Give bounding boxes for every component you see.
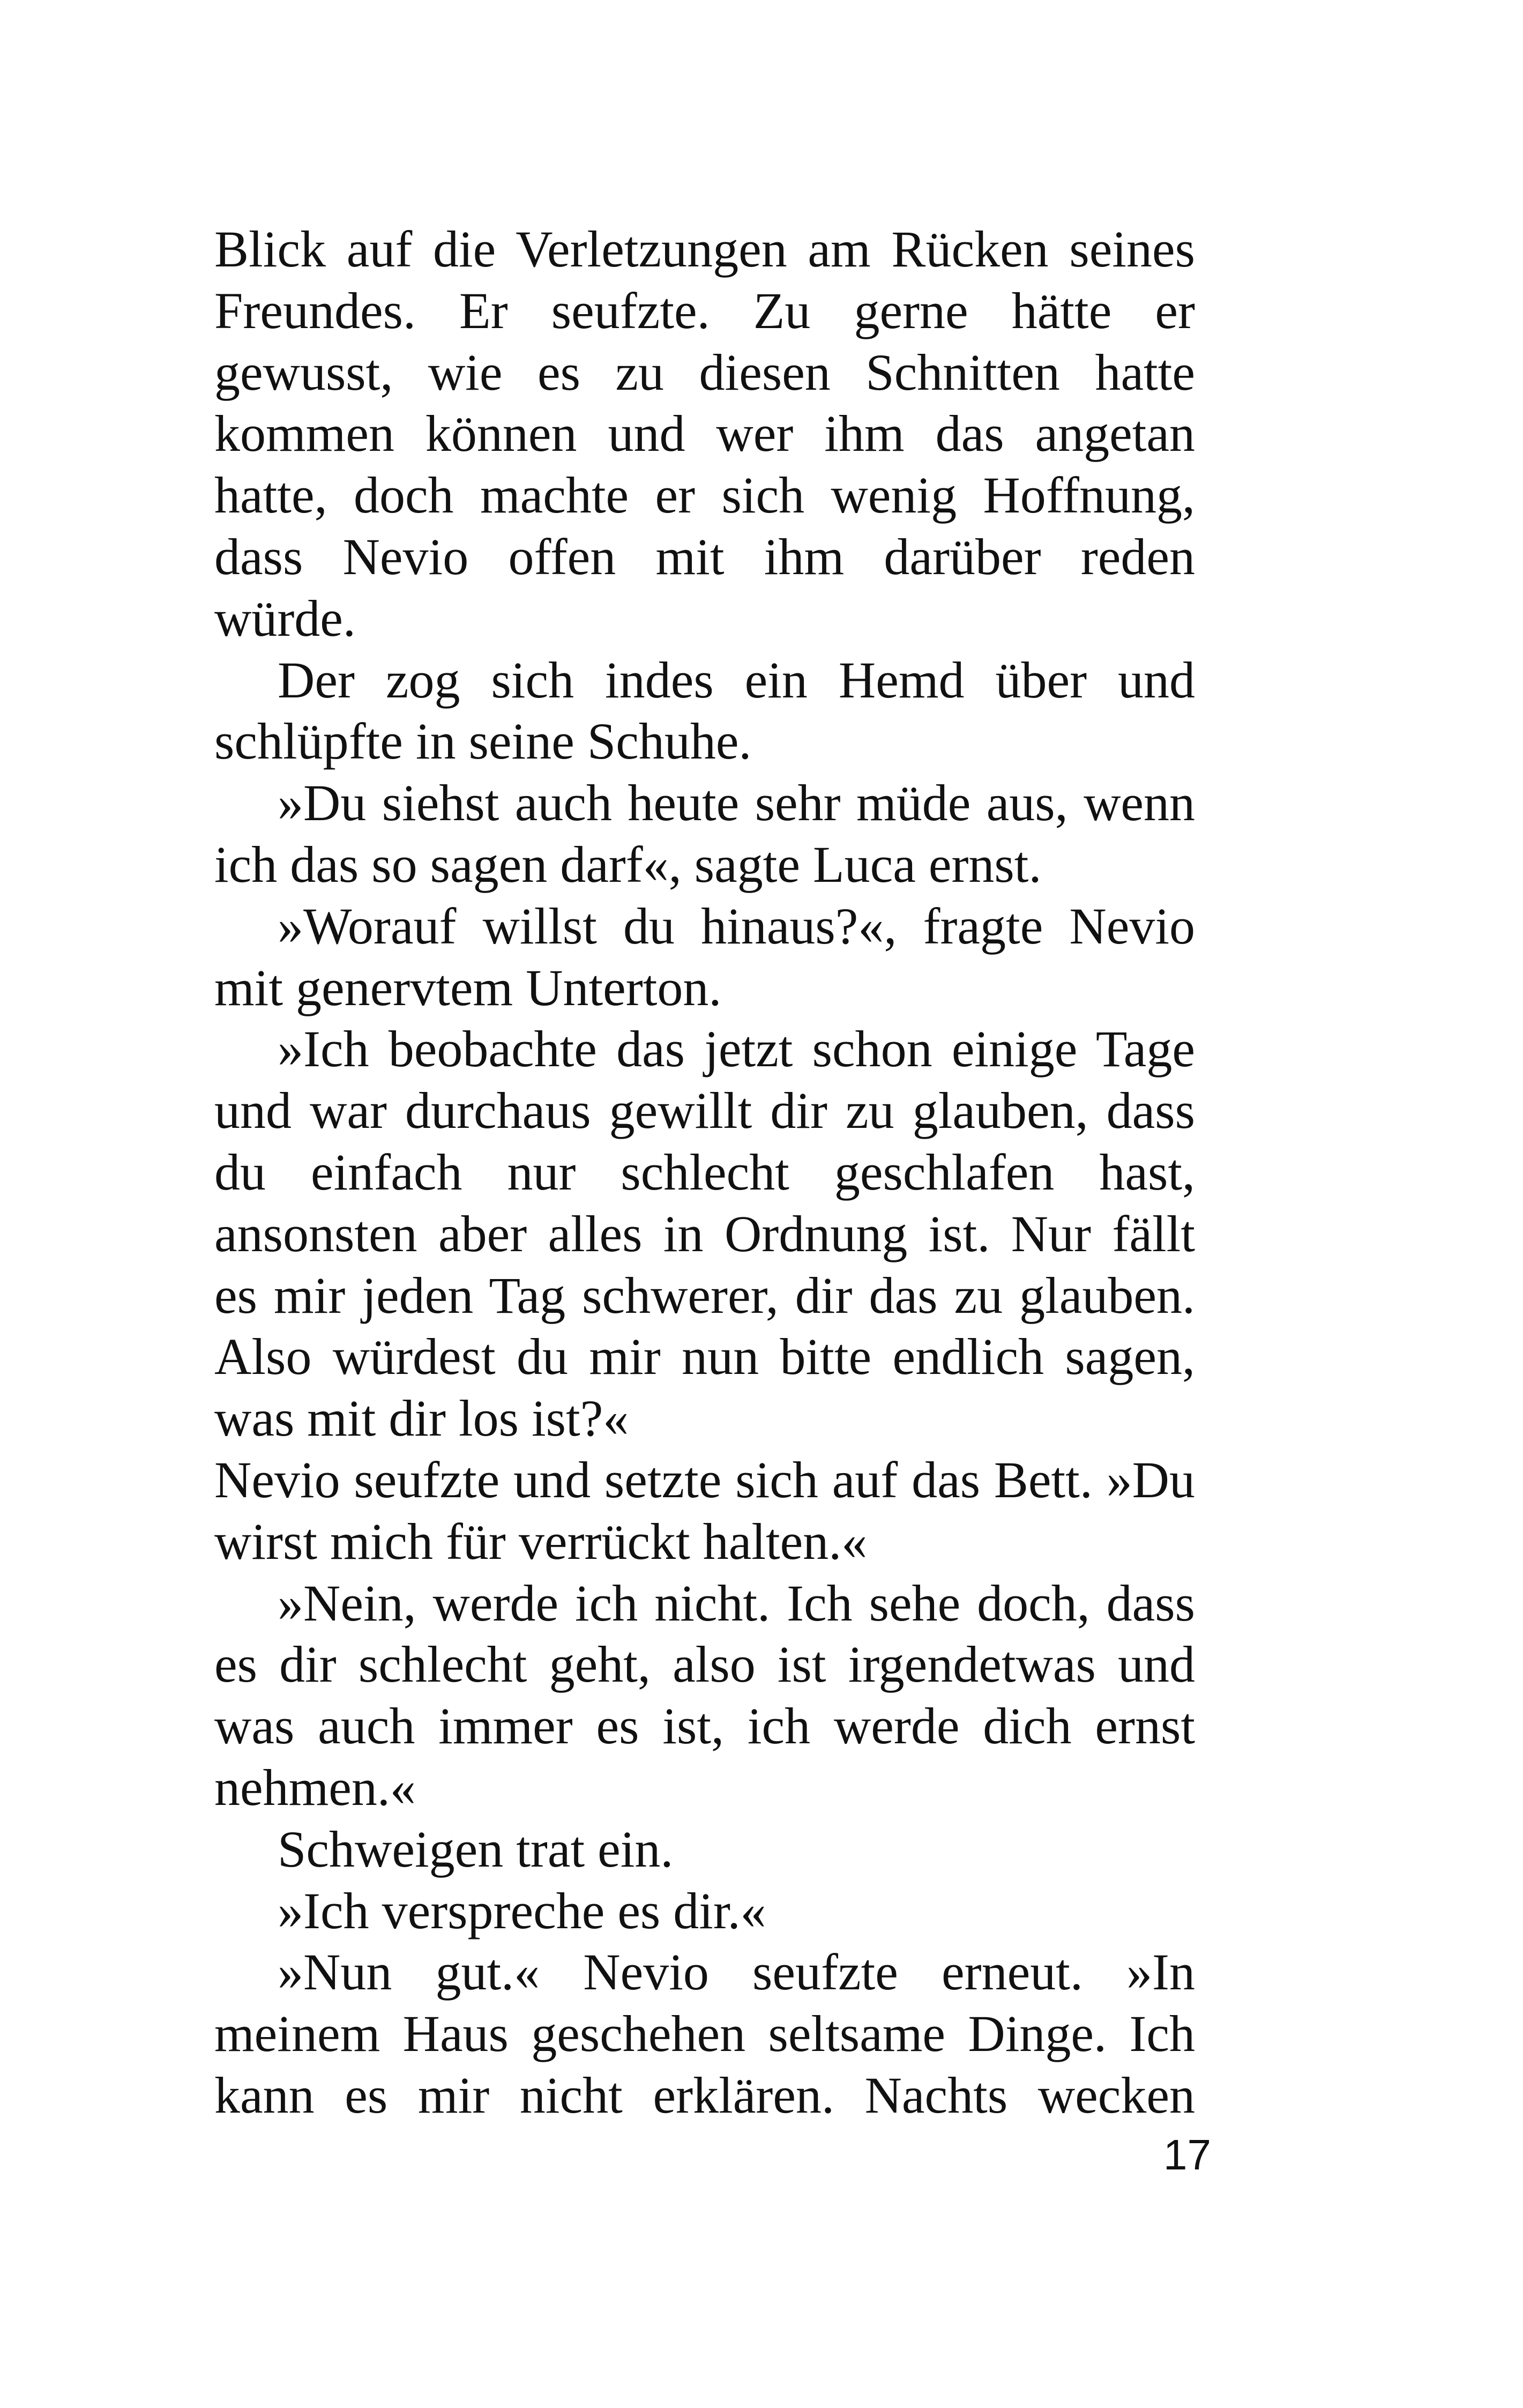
body-text	[214, 219, 1195, 2127]
text-line: meinem Haus geschehen seltsame Dinge. Ich	[214, 2005, 1195, 2063]
text-line: »Ich verspreche es dir.«	[278, 1882, 766, 1939]
text-line: Also würdest du mir nun bitte endlich sagen,	[214, 1328, 1195, 1386]
text-line: es dir schlecht geht, also ist irgendetwas und	[214, 1636, 1195, 1693]
text-line: »Ich beobachte das jetzt schon einige Tage	[278, 1020, 1195, 1078]
text-line: Der zog sich indes ein Hemd über und	[278, 651, 1195, 709]
page-number: 17	[1163, 2131, 1211, 2179]
text-line: Schweigen trat ein.	[278, 1820, 674, 1878]
text-line: »Nein, werde ich nicht. Ich sehe doch, dass	[278, 1574, 1195, 1632]
text-line: Nevio seufzte und setzte sich auf das Bett. »Du	[214, 1451, 1195, 1508]
text-line: »Du siehst auch heute sehr müde aus, wenn	[278, 774, 1195, 832]
text-line: Blick auf die Verletzungen am Rücken seines	[214, 220, 1195, 278]
text-line: was auch immer es ist, ich werde dich ernst	[214, 1697, 1195, 1755]
text-line: und war durchaus gewillt dir zu glauben, dass	[214, 1082, 1195, 1140]
text-line: wirst mich für verrückt halten.«	[214, 1512, 868, 1570]
text-line: hatte, doch machte er sich wenig Hoffnung,	[214, 466, 1195, 524]
text-line: ich das so sagen darf«, sagte Luca ernst.	[214, 835, 1042, 893]
text-line: schlüpfte in seine Schuhe.	[214, 712, 752, 770]
text-line: Freundes. Er seufzte. Zu gerne hätte er	[214, 281, 1195, 339]
text-line: »Nun gut.« Nevio seufzte erneut. »In	[278, 1943, 1195, 2001]
text-line: es mir jeden Tag schwerer, dir das zu glauben.	[214, 1266, 1195, 1324]
text-line: ansonsten aber alles in Ordnung ist. Nur fällt	[214, 1205, 1195, 1262]
text-line: mit genervtem Unterton.	[214, 958, 722, 1016]
text-line: kommen können und wer ihm das angetan	[214, 405, 1195, 463]
text-line: du einfach nur schlecht geschlafen hast,	[214, 1143, 1195, 1201]
text-line: würde.	[214, 589, 356, 647]
text-line: kann es mir nicht erklären. Nachts wecken	[214, 2066, 1195, 2124]
text-line: was mit dir los ist?«	[214, 1389, 629, 1447]
text-line: »Worauf willst du hinaus?«, fragte Nevio	[278, 897, 1195, 955]
text-line: nehmen.«	[214, 1758, 416, 1816]
text-line: dass Nevio offen mit ihm darüber reden	[214, 527, 1195, 585]
text-line: gewusst, wie es zu diesen Schnitten hatte	[214, 343, 1195, 401]
